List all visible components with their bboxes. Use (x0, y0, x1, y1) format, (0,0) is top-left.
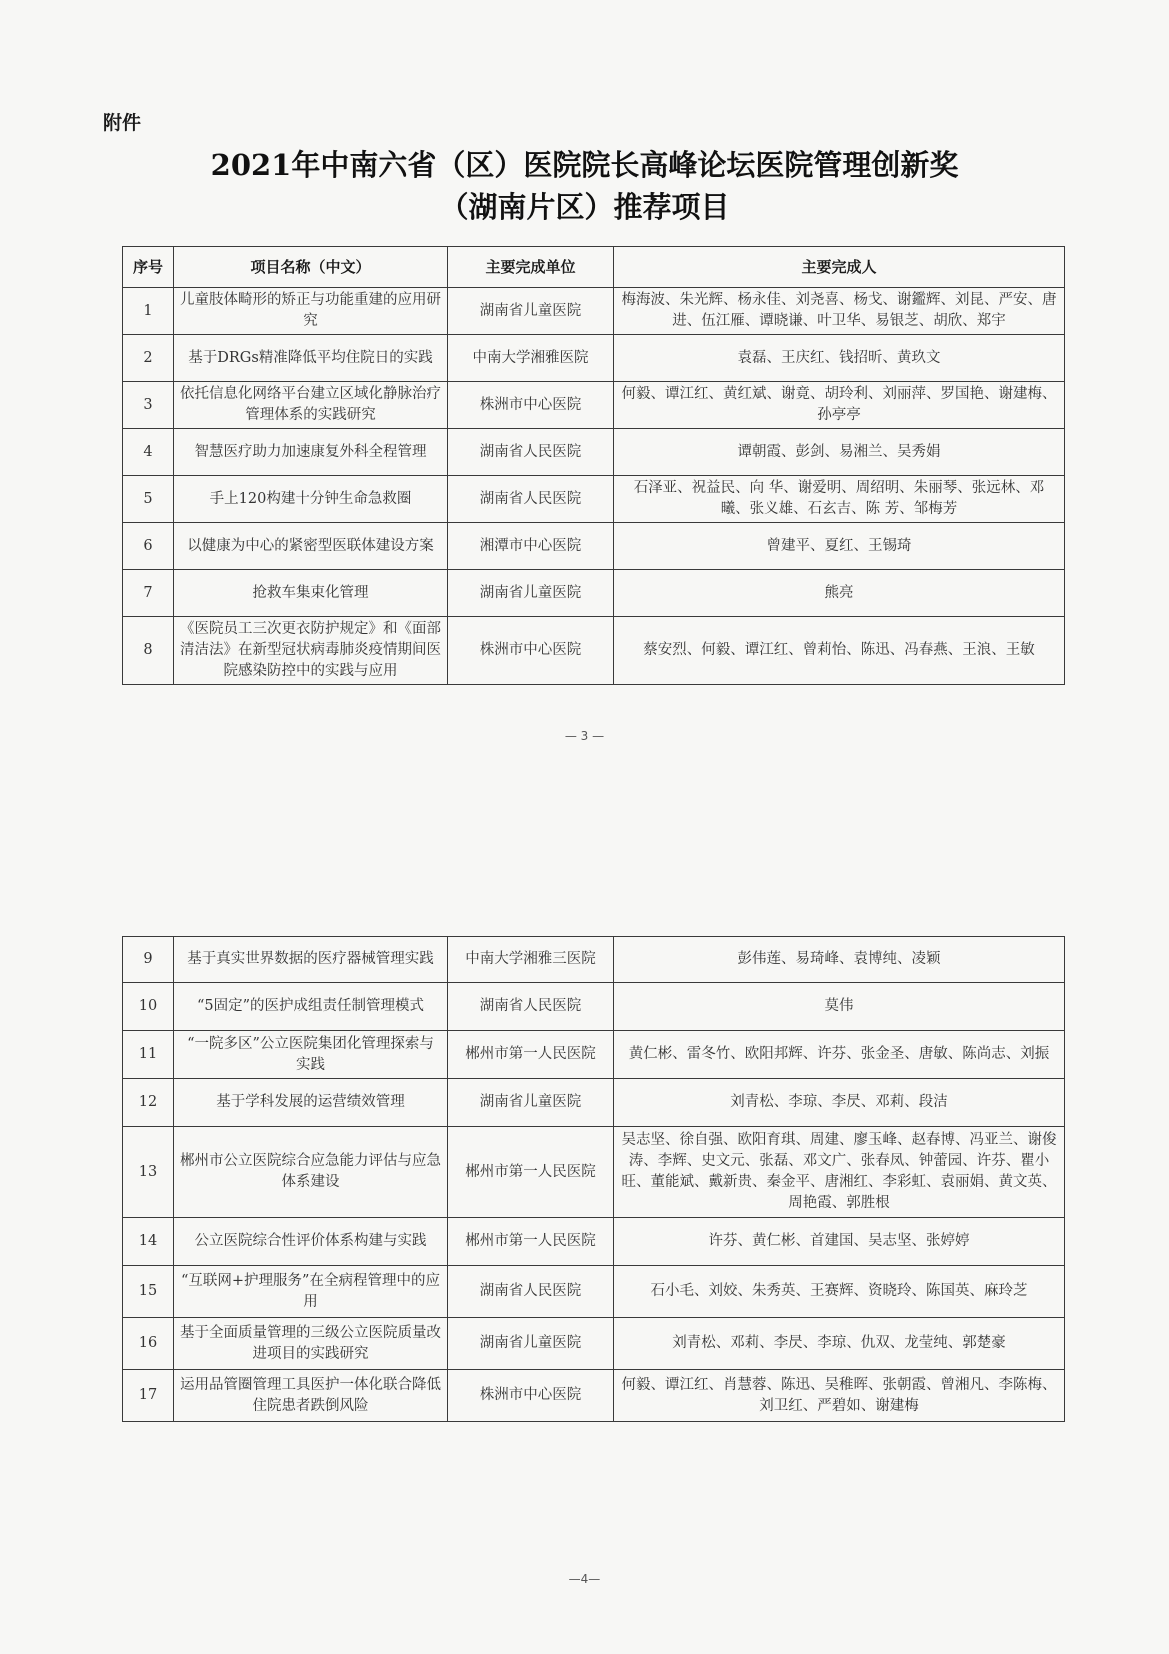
cell-people: 吴志坚、徐自强、欧阳育琪、周建、廖玉峰、赵春博、冯亚兰、谢俊涛、李辉、史文元、张磊、邓文广、张春凤、钟蕾园、许芬、瞿小旺、董能斌、戴新贵、秦金平、唐湘红、李彩虹、袁丽娟、黄文英、周艳霞、郭胜根 (614, 1127, 1065, 1218)
cell-people: 莫伟 (614, 983, 1065, 1031)
cell-number: 5 (123, 476, 174, 523)
cell-project-name: 依托信息化网络平台建立区域化静脉治疗管理体系的实践研究 (174, 382, 448, 429)
col-header-number: 序号 (123, 247, 174, 288)
cell-number: 10 (123, 983, 174, 1031)
cell-project-name: 基于学科发展的运营绩效管理 (174, 1079, 448, 1127)
cell-unit: 中南大学湘雅三医院 (448, 937, 614, 983)
cell-unit: 湖南省人民医院 (448, 1266, 614, 1318)
cell-number: 16 (123, 1318, 174, 1370)
cell-unit: 湖南省儿童医院 (448, 570, 614, 617)
cell-unit: 湖南省儿童医院 (448, 1318, 614, 1370)
table-row (123, 570, 1065, 617)
cell-number: 14 (123, 1218, 174, 1266)
projects-table-page-3 (122, 246, 1065, 685)
cell-people: 石小毛、刘姣、朱秀英、王赛辉、资晓玲、陈国英、麻玲芝 (614, 1266, 1065, 1318)
page-number-4: —4— (568, 1572, 601, 1586)
table-row (123, 1370, 1065, 1422)
cell-project-name: 公立医院综合性评价体系构建与实践 (174, 1218, 448, 1266)
table-row (123, 288, 1065, 335)
cell-project-name: 郴州市公立医院综合应急能力评估与应急体系建设 (174, 1127, 448, 1218)
cell-project-name: “5固定”的医护成组责任制管理模式 (174, 983, 448, 1031)
cell-project-name: 手上120构建十分钟生命急救圈 (174, 476, 448, 523)
cell-unit: 湖南省儿童医院 (448, 1079, 614, 1127)
cell-number: 17 (123, 1370, 174, 1422)
cell-project-name: 《医院员工三次更衣防护规定》和《面部清洁法》在新型冠状病毒肺炎疫情期间医院感染防控中的实践与应用 (174, 617, 448, 685)
cell-unit: 株洲市中心医院 (448, 382, 614, 429)
cell-project-name: “一院多区”公立医院集团化管理探索与实践 (174, 1031, 448, 1079)
cell-people: 谭朝霞、彭剑、易湘兰、吴秀娟 (614, 429, 1065, 476)
table-row (123, 429, 1065, 476)
cell-number: 2 (123, 335, 174, 382)
cell-number: 15 (123, 1266, 174, 1318)
cell-people: 何毅、谭江红、肖慧蓉、陈迅、吴稚晖、张朝霞、曾湘凡、李陈梅、刘卫红、严碧如、谢建梅 (614, 1370, 1065, 1422)
cell-people: 彭伟莲、易琦峰、袁博纯、凌颖 (614, 937, 1065, 983)
table-row (123, 476, 1065, 523)
table-row (123, 617, 1065, 685)
cell-unit: 株洲市中心医院 (448, 617, 614, 685)
cell-people: 黄仁彬、雷冬竹、欧阳邦辉、许芬、张金圣、唐敏、陈尚志、刘振 (614, 1031, 1065, 1079)
cell-unit: 株洲市中心医院 (448, 1370, 614, 1422)
col-header-unit: 主要完成单位 (448, 247, 614, 288)
table-row (123, 382, 1065, 429)
table-row (123, 1218, 1065, 1266)
cell-people: 刘青松、邓莉、李昃、李琼、仇双、龙莹纯、郭楚豪 (614, 1318, 1065, 1370)
table-row (123, 335, 1065, 382)
cell-unit: 湘潭市中心医院 (448, 523, 614, 570)
cell-unit: 郴州市第一人民医院 (448, 1218, 614, 1266)
cell-people: 曾建平、夏红、王锡琦 (614, 523, 1065, 570)
table-row (123, 1031, 1065, 1079)
table-row (123, 523, 1065, 570)
cell-unit: 湖南省人民医院 (448, 983, 614, 1031)
cell-project-name: 基于DRGs精准降低平均住院日的实践 (174, 335, 448, 382)
cell-number: 12 (123, 1079, 174, 1127)
cell-project-name: 以健康为中心的紧密型医联体建设方案 (174, 523, 448, 570)
page-number-3: — 3 — (564, 729, 605, 743)
cell-people: 刘青松、李琼、李昃、邓莉、段洁 (614, 1079, 1065, 1127)
cell-number: 7 (123, 570, 174, 617)
attachment-label: 附件 (103, 112, 142, 134)
cell-people: 石泽亚、祝益民、向 华、谢爱明、周绍明、朱丽琴、张远林、邓 曦、张义雄、石玄吉、陈 芳、邹梅芳 (614, 476, 1065, 523)
cell-number: 8 (123, 617, 174, 685)
document-title-line-1: 2021年中南六省（区）医院院长高峰论坛医院管理创新奖 (210, 148, 959, 182)
cell-unit: 郴州市第一人民医院 (448, 1127, 614, 1218)
cell-unit: 湖南省人民医院 (448, 429, 614, 476)
cell-people: 何毅、谭江红、黄红斌、谢竟、胡玲利、刘丽萍、罗国艳、谢建梅、孙亭亭 (614, 382, 1065, 429)
col-header-people: 主要完成人 (614, 247, 1065, 288)
cell-project-name: 抢救车集束化管理 (174, 570, 448, 617)
table-row (123, 1127, 1065, 1218)
cell-people: 袁磊、王庆红、钱招昕、黄玖文 (614, 335, 1065, 382)
cell-project-name: 运用品管圈管理工具医护一体化联合降低住院患者跌倒风险 (174, 1370, 448, 1422)
cell-project-name: 基于全面质量管理的三级公立医院质量改进项目的实践研究 (174, 1318, 448, 1370)
cell-people: 许芬、黄仁彬、首建国、吴志坚、张婷婷 (614, 1218, 1065, 1266)
cell-number: 6 (123, 523, 174, 570)
table-row (123, 937, 1065, 983)
cell-people: 蔡安烈、何毅、谭江红、曾莉怡、陈迅、冯春燕、王浪、王敏 (614, 617, 1065, 685)
cell-project-name: 智慧医疗助力加速康复外科全程管理 (174, 429, 448, 476)
cell-project-name: 儿童肢体畸形的矫正与功能重建的应用研究 (174, 288, 448, 335)
cell-number: 4 (123, 429, 174, 476)
cell-unit: 湖南省人民医院 (448, 476, 614, 523)
document-title-line-2: （湖南片区）推荐项目 (439, 190, 730, 224)
table-row (123, 1079, 1065, 1127)
cell-number: 11 (123, 1031, 174, 1079)
table-row (123, 1266, 1065, 1318)
cell-number: 3 (123, 382, 174, 429)
cell-people: 熊亮 (614, 570, 1065, 617)
cell-number: 1 (123, 288, 174, 335)
cell-unit: 湖南省儿童医院 (448, 288, 614, 335)
cell-unit: 中南大学湘雅医院 (448, 335, 614, 382)
cell-number: 13 (123, 1127, 174, 1218)
cell-people: 梅海波、朱光辉、杨永佳、刘尧喜、杨戈、谢鑑辉、刘昆、严安、唐进、伍江雁、谭晓谦、叶卫华、易银芝、胡欣、郑宇 (614, 288, 1065, 335)
cell-unit: 郴州市第一人民医院 (448, 1031, 614, 1079)
cell-project-name: 基于真实世界数据的医疗器械管理实践 (174, 937, 448, 983)
table-header-row (123, 247, 1065, 288)
col-header-project-name: 项目名称（中文） (174, 247, 448, 288)
projects-table-page-4 (122, 936, 1065, 1422)
cell-project-name: “互联网+护理服务”在全病程管理中的应用 (174, 1266, 448, 1318)
cell-number: 9 (123, 937, 174, 983)
table-row (123, 983, 1065, 1031)
table-row (123, 1318, 1065, 1370)
